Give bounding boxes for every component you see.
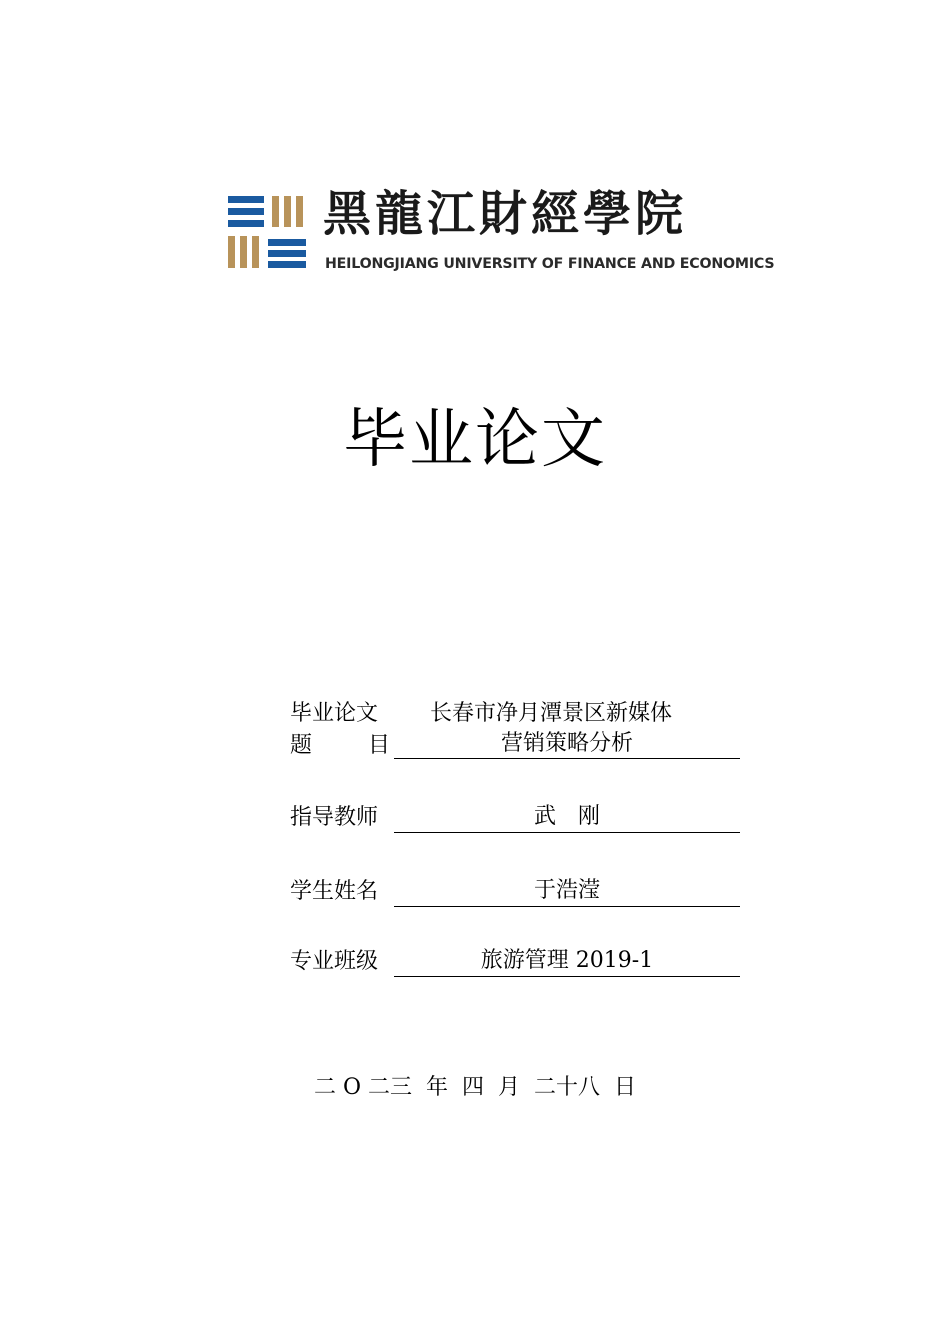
thesis-title-value-line2: 营销策略分析 <box>394 730 740 759</box>
thesis-title-value-line1: 长春市净月潭景区新媒体 <box>430 701 673 726</box>
thesis-title-label-char-a: 题 <box>290 733 313 758</box>
advisor-label: 指导教师 <box>290 805 379 830</box>
major-class-field <box>290 946 740 978</box>
advisor-value: 武 刚 <box>394 802 740 833</box>
student-name-label: 学生姓名 <box>290 879 379 904</box>
thesis-title-label-char-b: 目 <box>367 733 390 758</box>
school-emblem-icon <box>228 192 308 272</box>
major-class-label: 专业班级 <box>290 949 379 974</box>
advisor-field <box>290 802 740 834</box>
university-name-english: HEILONGJIANG UNIVERSITY OF FINANCE AND ECONOMICS <box>325 256 775 272</box>
student-name-field <box>290 876 740 908</box>
student-name-value: 于浩滢 <box>394 876 740 907</box>
university-logo <box>228 188 773 278</box>
university-name-chinese: 黑龍江財經學院 <box>323 186 688 242</box>
submission-date: 二 O 二三 年 四 月 二十八 日 <box>314 1075 636 1100</box>
thesis-title-label-line2 <box>290 730 390 762</box>
thesis-title-field <box>290 698 740 762</box>
thesis-title-label-line1: 毕业论文 <box>290 701 379 726</box>
document-title: 毕业论文 <box>343 403 607 477</box>
major-class-value: 旅游管理 2019-1 <box>394 946 740 977</box>
